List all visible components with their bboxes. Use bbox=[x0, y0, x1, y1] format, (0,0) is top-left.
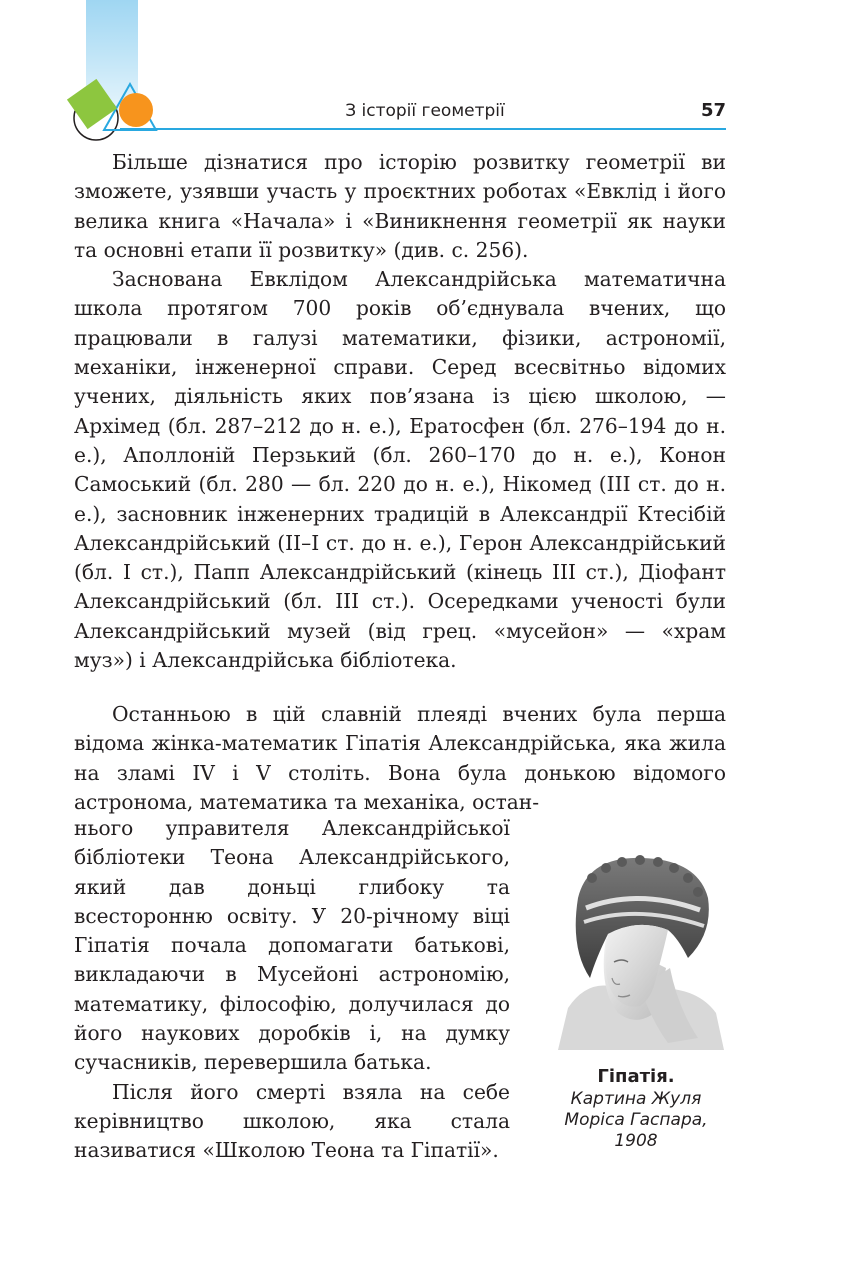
body-text-top bbox=[74, 148, 726, 675]
paragraph: Останньою в цій славній плеяді вчених була перша відома жінка-математик Гіпатія Александрійська, яка жила на зламі IV і V століть. Вона була донькою відомого астронома, математика та механіка, остан- bbox=[74, 702, 726, 814]
paragraph-continuation: нього управителя Александрійської бібліотеки Теона Александрійського, який дав доньці глибоку та всесторонню освіту. У 20-річному віці Гіпатія почала допомагати батькові, викладаючи в Мусейоні астрономію, математику, філософію, долучилася до його наукових доробків і, на думку сучасників, перевершила батька. bbox=[74, 816, 510, 1075]
header-rule bbox=[120, 128, 726, 130]
paragraph: Більше дізнатися про історію розвитку геометрії ви зможете, узявши участь у проєктних роботах «Евклід і його велика книга «Начала» і «Виникнення геометрії як науки та основні етапи її розвитку» (див. с. 256). bbox=[74, 150, 726, 262]
caption-description: Картина Жуля Моріса Гаспара, 1908 bbox=[564, 1089, 708, 1151]
running-header-title: З історії геометрії bbox=[345, 101, 505, 121]
figure-caption bbox=[548, 1066, 724, 1152]
body-text-narrow bbox=[74, 814, 510, 1166]
hypatia-portrait-image bbox=[548, 838, 724, 1050]
caption-title: Гіпатія. bbox=[597, 1066, 675, 1087]
page-number: 57 bbox=[700, 100, 726, 121]
paragraph: Заснована Евклідом Александрійська математична школа протягом 700 років об’єднувала вчених, що працювали в галузі математики, фізики, астрономії, механіки, інженерної справи. Серед всесвітньо відомих учених, діяльність яких пов’язана із цією школою, — Архімед (бл. 287–212 до н. е.), Ератосфен (бл. 276–194 до н. е.), Аполлоній Перзький (бл. 260–170 до н. е.), Конон Самоський (бл. 280 — бл. 220 до н. е.), Нікомед (ІІІ ст. до н. е.), засновник інженерних традицій в Александрії Ктесібій Александрійський (ІІ–І ст. до н. е.), Герон Александрійський (бл. І ст.), Папп Александрійський (кінець ІІІ ст.), Діофант Александрійський (бл. ІІІ ст.). Осередками ученості були Александрійський музей (від грец. «мусейон» — «храм муз») і Александрійська бібліотека. bbox=[74, 267, 726, 673]
paragraph: Після його смерті взяла на себе керівництво школою, яка стала називатися «Школою Теона та Гіпатії». bbox=[74, 1079, 510, 1163]
body-text-middle bbox=[74, 700, 726, 817]
